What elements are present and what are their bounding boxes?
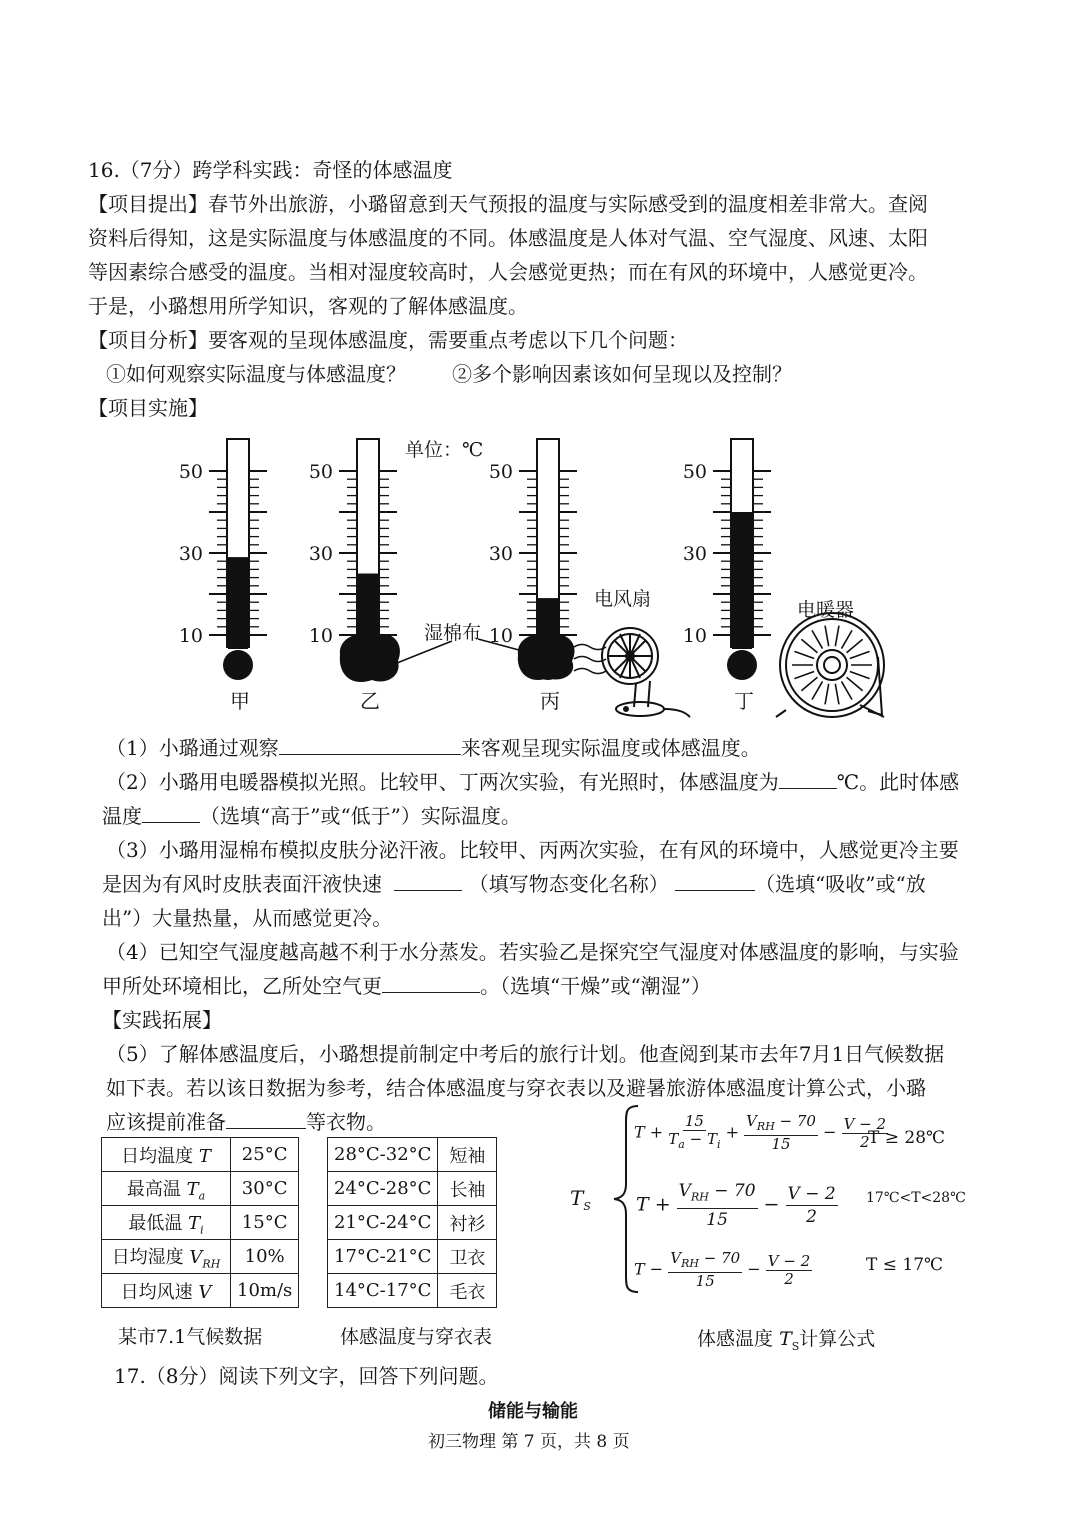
wet-cloth-yi (340, 634, 400, 682)
heater-ray (801, 639, 817, 652)
temp-range: 14°C-17°C (328, 1274, 438, 1308)
thermometer-bulb (223, 650, 253, 680)
heater-ray (835, 626, 839, 647)
climate-row (102, 1240, 299, 1274)
scale-label: 50 (178, 461, 203, 483)
page-footer: 初三物理 第 7 页，共 8 页 (428, 1432, 630, 1452)
q1-text-b: 来客观呈现实际温度或体感温度。 (460, 736, 761, 760)
climate-param: 日均湿度 $V_{RH}$ (102, 1240, 231, 1274)
temp-range: 21°C-24°C (328, 1206, 438, 1240)
q2-line-2 (102, 802, 521, 830)
answer-blank-2[interactable] (779, 768, 837, 789)
q3-line-2 (102, 870, 926, 898)
scale-label: 50 (682, 461, 707, 483)
scale-label: 10 (682, 625, 707, 647)
heater-ray (835, 684, 839, 705)
thermometer-label: 乙 (360, 689, 380, 713)
climate-table-caption: 某市7.1气候数据 (118, 1326, 263, 1348)
clothing-row (328, 1240, 497, 1274)
formula-case-3: T − $V_{RH} - 70$ 15 − $\frac{V - 2}{2}$ (634, 1249, 811, 1290)
proposal-line-3: 等因素综合感受的温度。当相对湿度较高时，人会感觉更热；而在有风的环境中，人感觉更冷。 (88, 260, 928, 284)
q4-text-c: 。（选填“干燥”或“潮湿”） (480, 974, 711, 998)
clothing-row (328, 1172, 497, 1206)
scale-label: 10 (308, 625, 333, 647)
q17-title: 17.（8分）阅读下列文字，回答下列问题。 (114, 1364, 499, 1388)
heater-ray (850, 651, 870, 658)
climate-param: 日均温度 T (102, 1138, 231, 1172)
q3-text-d: （选填“吸收”或“放 (755, 872, 926, 896)
temp-range: 28°C-32°C (328, 1138, 438, 1172)
answer-blank-1[interactable] (279, 734, 461, 755)
formula-caption: 体感温度 $T_S$计算公式 (697, 1328, 876, 1353)
q5-text-c: 应该提前准备 (106, 1110, 226, 1134)
q2-line-1 (106, 768, 959, 796)
thermometer-label: 甲 (230, 689, 250, 713)
q4-line-2 (102, 972, 711, 1000)
q1-text-a: （1）小璐通过观察 (106, 736, 279, 760)
clothing-item: 长袖 (438, 1172, 497, 1206)
climate-row (102, 1138, 299, 1172)
q4-line-1: （4）已知空气湿度越高越不利于水分蒸发。若实验乙是探究空气湿度对体感温度的影响，与实验 (106, 940, 959, 964)
implementation-heading: 【项目实施】 (88, 396, 208, 420)
q1-line (106, 734, 761, 762)
climate-value: 10% (231, 1240, 299, 1274)
formula-case-1: T + $\frac{15}{T_a - T_i}$ + $V_{RH} - 70$ 15 − $\frac{V - 2}{2}$ (634, 1112, 887, 1153)
q2-text-a: （2）小璐用电暖器模拟光照。比较甲、丁两次实验，有光照时，体感温度为 (106, 770, 779, 794)
q5-line-2: 如下表。若以该日数据为参考，结合体感温度与穿衣表以及避暑旅游体感温度计算公式，小璐 (106, 1076, 926, 1100)
thermometer-group (179, 439, 771, 713)
climate-param: 日均风速 V (102, 1274, 231, 1308)
heater-ray (847, 677, 863, 690)
q3-text-c: （填写物态变化名称） (468, 872, 669, 896)
clothing-table-caption: 体感温度与穿衣表 (340, 1326, 493, 1348)
clothing-table (327, 1137, 497, 1308)
q3-line-3: 出”）大量热量，从而感觉更冷。 (102, 906, 393, 930)
thermometer-liquid (228, 557, 248, 649)
formula-lhs: $T_S$ (570, 1186, 591, 1213)
condition-1: T ≥ 28℃ (868, 1128, 946, 1148)
wet-cloth-label: 湿棉布 (424, 622, 482, 644)
heater-ray (794, 651, 814, 658)
scale-label: 30 (178, 543, 203, 565)
scale-label: 30 (308, 543, 333, 565)
scale-label: 50 (308, 461, 333, 483)
heater-ray (794, 671, 814, 678)
q2-text-b: ℃。此时体感 (836, 770, 960, 794)
proposal-line-4: 于是，小璐想用所学知识，客观的了解体感温度。 (88, 294, 528, 318)
article-title: 储能与输能 (488, 1401, 578, 1422)
scale-label: 30 (682, 543, 707, 565)
q2-text-d: （选填“高于”或“低于”）实际温度。 (200, 804, 521, 828)
extension-heading: 【实践拓展】 (102, 1008, 222, 1032)
clothing-row (328, 1274, 497, 1308)
proposal-line-2: 资料后得知，这是实际温度与体感温度的不同。体感温度是人体对气温、空气湿度、风速、太阳 (88, 226, 928, 250)
thermometer-figure (0, 425, 1080, 725)
q5-text-d: 等衣物。 (306, 1110, 386, 1134)
fan-label: 电风扇 (594, 588, 652, 610)
heater-ray (850, 671, 870, 678)
question-a: ①如何观察实际温度与体感温度？ (106, 362, 406, 386)
thermometer-label: 丙 (540, 689, 560, 713)
electric-fan-icon (602, 628, 690, 717)
temp-range: 17°C-21°C (328, 1240, 438, 1274)
clothing-item: 毛衣 (438, 1274, 497, 1308)
climate-param: 最高温 $T_a$ (102, 1172, 231, 1206)
climate-data-table (101, 1137, 299, 1308)
heater-ray (812, 681, 823, 699)
q16-title: 16.（7分）跨学科实践：奇怪的体感温度 (88, 158, 453, 182)
wet-cloth-leader-1 (392, 641, 452, 665)
q5-line-1: （5）了解体感温度后，小璐想提前制定中考后的旅行计划。他查阅到某市去年7月1日气候数据 (106, 1042, 945, 1066)
answer-blank-3[interactable] (142, 802, 200, 823)
thermometer-liquid (732, 512, 752, 649)
clothing-item: 卫衣 (438, 1240, 497, 1274)
climate-row (102, 1172, 299, 1206)
q3-line-1: （3）小璐用湿棉布模拟皮肤分泌汗液。比较甲、丙两次实验，在有风的环境中，人感觉更冷主要 (106, 838, 959, 862)
answer-blank-6[interactable] (382, 972, 480, 993)
heater-ray (801, 677, 817, 690)
scale-label: 30 (488, 543, 513, 565)
answer-blank-4[interactable] (394, 870, 462, 891)
proposal-line-1: 【项目提出】春节外出旅游，小璐留意到天气预报的温度与实际感受到的温度相差非常大。查阅 (88, 192, 928, 216)
climate-param: 最低温 $T_i$ (102, 1206, 231, 1240)
unit-label: 单位：℃ (405, 439, 484, 461)
clothing-item: 短袖 (438, 1138, 497, 1172)
condition-3: T ≤ 17℃ (866, 1255, 944, 1275)
q5-line-3 (106, 1108, 386, 1136)
formula-case-2: T + $V_{RH} - 70$ 15 − $\frac{V - 2}{2}$ (636, 1181, 836, 1231)
temp-range: 24°C-28°C (328, 1172, 438, 1206)
analysis-heading: 【项目分析】要客观的呈现体感温度，需要重点考虑以下几个问题： (88, 328, 688, 352)
question-b: ②多个影响因素该如何呈现以及控制？ (452, 362, 792, 386)
climate-row (102, 1274, 299, 1308)
heater-ray (825, 684, 829, 705)
q4-text-b: 甲所处环境相比，乙所处空气更 (102, 974, 382, 998)
climate-value: 25°C (231, 1138, 299, 1172)
clothing-item: 衬衫 (438, 1206, 497, 1240)
heater-label: 电暖器 (797, 599, 855, 621)
thermometer-bulb (727, 650, 757, 680)
heater-ray (812, 630, 823, 648)
condition-2: 17℃<T<28℃ (866, 1190, 966, 1206)
climate-row (102, 1206, 299, 1240)
heater-ray (847, 639, 863, 652)
scale-label: 10 (178, 625, 203, 647)
q3-text-b: 是因为有风时皮肤表面汗液快速 (102, 872, 382, 896)
scale-label: 50 (488, 461, 513, 483)
heater-ray (842, 681, 853, 699)
thermometer-label: 丁 (734, 689, 754, 713)
heater-ray (825, 626, 829, 647)
clothing-row (328, 1206, 497, 1240)
heater-ray (842, 630, 853, 648)
q2-text-c: 温度 (102, 804, 142, 828)
clothing-row (328, 1138, 497, 1172)
climate-value: 10m/s (231, 1274, 299, 1308)
answer-blank-5[interactable] (675, 870, 755, 891)
climate-value: 15°C (231, 1206, 299, 1240)
scale-label: 10 (488, 625, 513, 647)
climate-value: 30°C (231, 1172, 299, 1206)
heater-rays (792, 626, 872, 705)
answer-blank-7[interactable] (226, 1108, 306, 1129)
